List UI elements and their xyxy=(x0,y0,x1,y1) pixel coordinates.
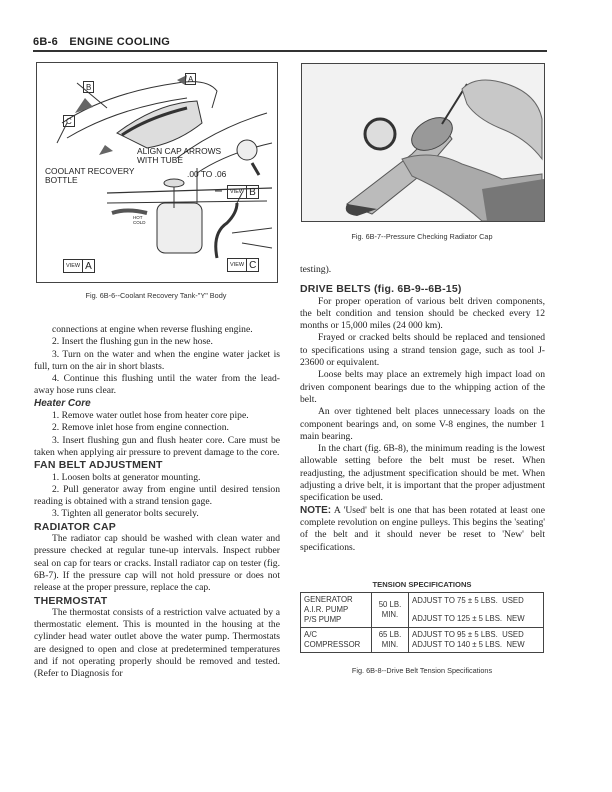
page-number: 6B-6 xyxy=(33,36,59,48)
step: 2. Pull generator away from engine until desired tension reading is obtained with a strand tension gage. xyxy=(34,483,280,508)
minimum-cell: 65 LB. MIN. xyxy=(372,628,409,653)
label-align-cap-arrows: ALIGN CAP ARROWS WITH TUBE xyxy=(137,146,222,165)
view-a-callout-top: A xyxy=(185,73,196,85)
figure-caption-6b-8: Fig. 6B-8--Drive Belt Tension Specifications xyxy=(351,666,493,675)
paragraph: In the chart (fig. 6B-8), the minimum reading is the lowest allowable setting before the belt must be reset. When readjusting, the adjustment specification should be met. When adjusting a drive belt, it is important that the proper adjustment specification be used. xyxy=(300,443,545,504)
view-b-callout-top: B xyxy=(83,81,94,93)
heading-drive-belts: DRIVE BELTS (fig. 6B-9--6B-15) xyxy=(300,283,462,296)
right-text-column xyxy=(300,264,545,554)
note-label: NOTE: xyxy=(300,504,332,516)
view-a-label: VIEW A xyxy=(63,259,95,273)
step: 2. Insert the flushing gun in the new hose. xyxy=(52,336,213,348)
label-hot: HOT COLD xyxy=(133,215,146,225)
view-c-callout-top: C xyxy=(63,115,75,127)
paragraph: connections at engine when reverse flushing engine. xyxy=(52,324,253,335)
paragraph: The radiator cap should be washed with clean water and pressure checked at regular tune-up intervals. Inspect rubber seal on cap for tears or cracks. Install radiator cap on tester (fig. 6B-7). If the pressure cap will not hold pressure or does not release at the proper pressure, replace the cap. xyxy=(34,533,280,594)
radiator-cap-tester-photo xyxy=(302,64,544,221)
section-title: ENGINE COOLING xyxy=(69,36,171,48)
paragraph: testing). xyxy=(300,264,332,275)
note-text: A 'Used' belt is one that has been rotated at least one complete revolution on engine pulleys. This begins the 'seating' of the belt and it should never be reset to 'New' belt specifications. xyxy=(300,504,545,553)
tension-specifications-table xyxy=(300,592,544,653)
paragraph: For proper operation of various belt driven components, the belt condition and tension should be checked every 12 months or 15,000 miles (24 000 km). xyxy=(300,295,545,332)
header-rule xyxy=(33,50,547,52)
note xyxy=(300,505,545,554)
view-b-label: VIEW B xyxy=(227,185,259,199)
label-coolant-recovery-bottle: COOLANT RECOVERY BOTTLE xyxy=(45,166,135,185)
table-title: TENSION SPECIFICATIONS xyxy=(372,580,472,589)
minimum-cell: 50 LB. MIN. xyxy=(372,593,409,628)
paragraph: Loose belts may place an extremely high impact load on driven component bearings due to the whipping action of the belt. xyxy=(300,369,545,405)
paragraph: The thermostat consists of a restriction valve actuated by a thermostatic element. This is mounted in the housing at the cylinder head water outlet above the water pump. Thermostats are designed to open and close at predetermined temperatures and if not operating properly should be removed and tested. (Refer to Diagnosis for xyxy=(34,606,280,680)
step: 3. Insert flushing gun and flush heater core. Care must be taken when applying air pressure to prevent damage to the core. xyxy=(34,434,280,458)
heading-heater-core: Heater Core xyxy=(34,397,91,409)
heading-fan-belt-adjustment: FAN BELT ADJUSTMENT xyxy=(34,459,163,472)
figure-caption-6b-7: Fig. 6B-7--Pressure Checking Radiator Cap xyxy=(351,232,493,241)
step: 1. Loosen bolts at generator mounting. xyxy=(52,471,201,483)
step: 4. Continue this flushing until the water from the lead-away hose runs clear. xyxy=(34,373,280,397)
component-cell: GENERATOR A.I.R. PUMP P/S PUMP xyxy=(301,593,372,628)
left-text-column xyxy=(34,324,280,681)
new-spec-cell: ADJUST TO 125 ± 5 LBS. NEW xyxy=(409,608,544,628)
heading-radiator-cap: RADIATOR CAP xyxy=(34,520,116,533)
view-c-label: VIEW C xyxy=(227,258,259,272)
table-row xyxy=(301,593,544,609)
step: 3. Tighten all generator bolts securely. xyxy=(52,508,199,520)
paragraph: An over tightened belt places unnecessary loads on the component bearings and, on some V-8 engines, the number 1 main bearing. xyxy=(300,406,545,442)
spec-cell: ADJUST TO 95 ± 5 LBS. USED ADJUST TO 140 ± 5 LBS. NEW xyxy=(409,628,544,653)
table-row xyxy=(301,628,544,653)
label-gap: .00 TO .06 xyxy=(187,169,227,179)
figure-coolant-recovery-tank xyxy=(36,62,278,283)
paragraph: Frayed or cracked belts should be replaced and tensioned to specifications using a strand tension gage, such as tool J-23600 or equivalent. xyxy=(300,332,545,369)
used-spec-cell: ADJUST TO 75 ± 5 LBS. USED xyxy=(409,593,544,609)
component-cell: A/C COMPRESSOR xyxy=(301,628,372,653)
step: 3. Turn on the water and when the engine water jacket is full, turn on the air in short blasts. xyxy=(34,348,280,372)
figure-pressure-checking-photo xyxy=(301,63,545,222)
step: 2. Remove inlet hose from engine connection. xyxy=(52,422,229,434)
step: 1. Remove water outlet hose from heater core pipe. xyxy=(52,410,249,422)
page-header xyxy=(33,36,178,48)
figure-caption-6b-6: Fig. 6B-6--Coolant Recovery Tank-"Y" Body xyxy=(85,291,227,300)
heading-thermostat: THERMOSTAT xyxy=(34,594,108,607)
